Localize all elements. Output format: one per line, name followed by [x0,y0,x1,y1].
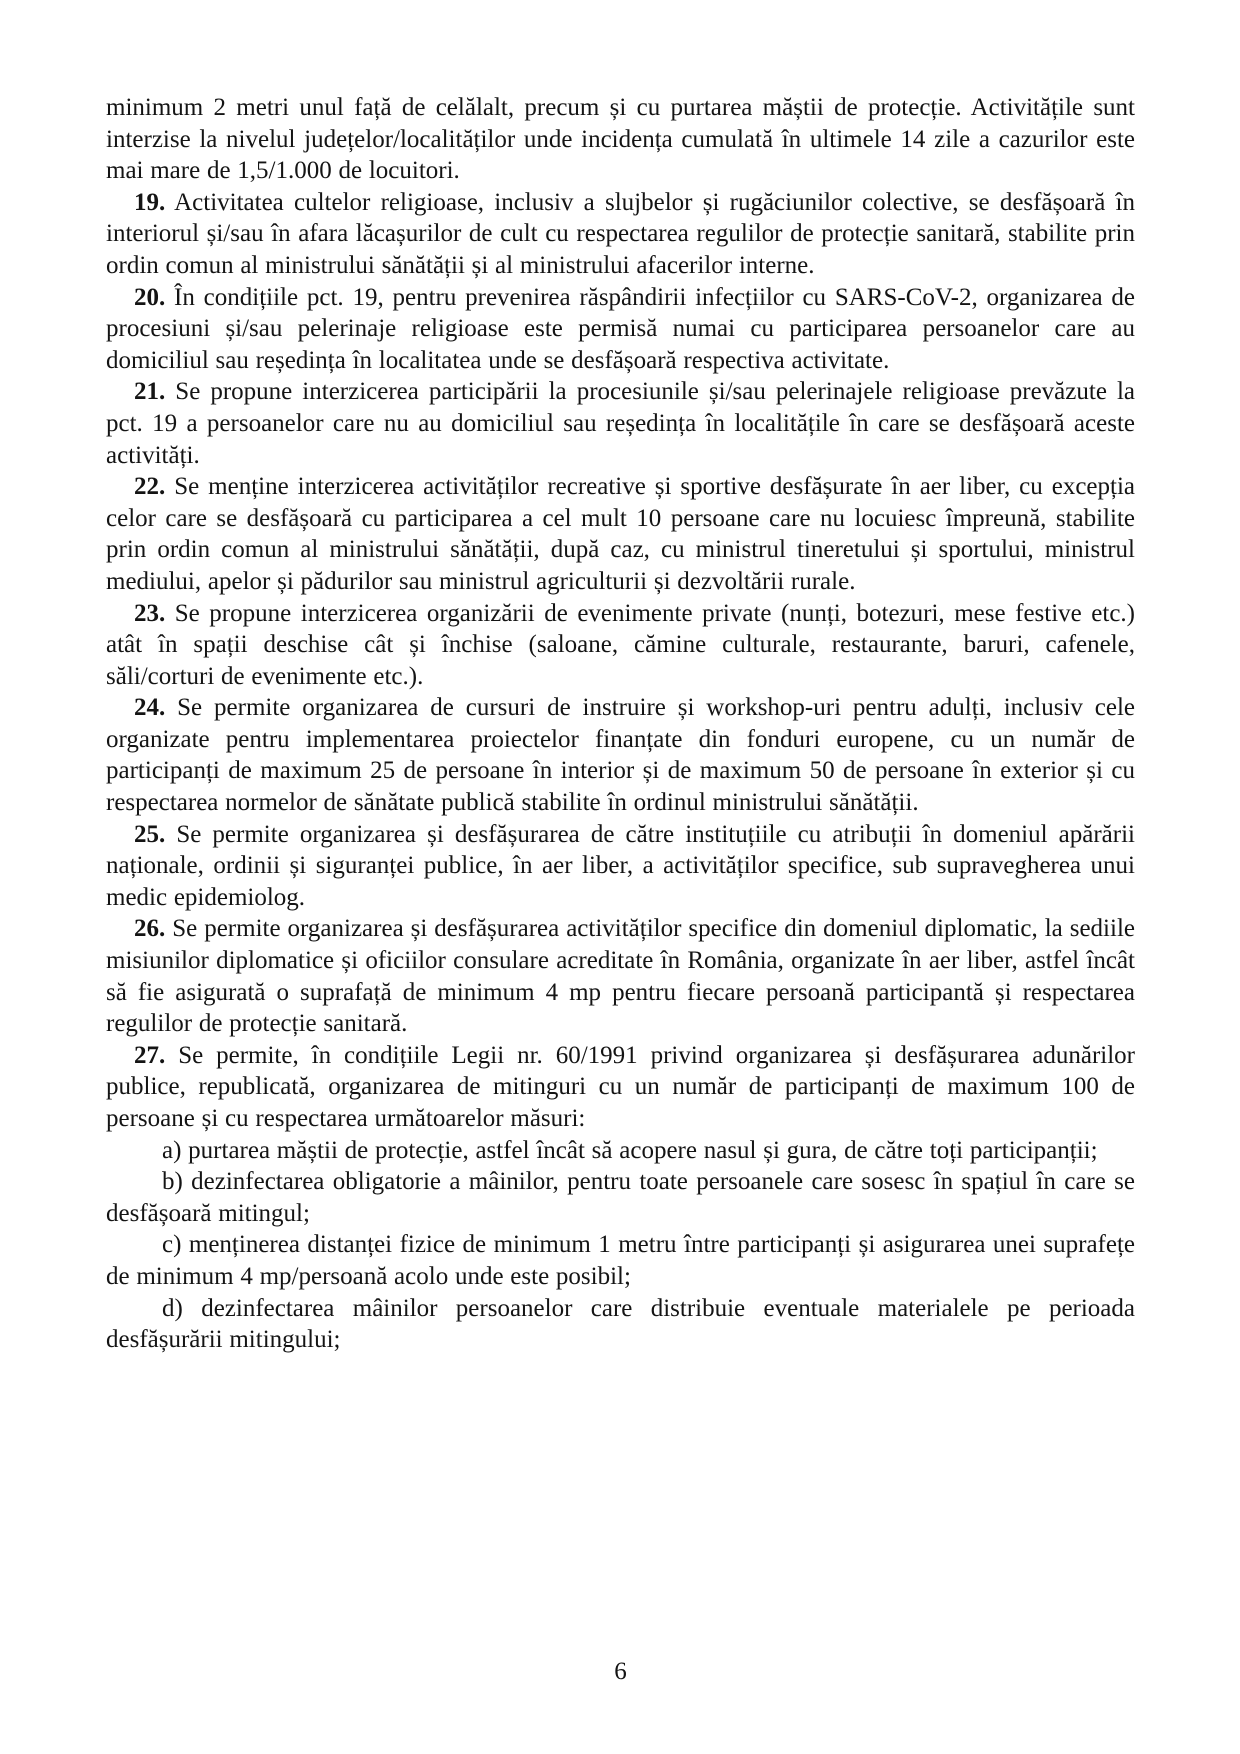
paragraph-text: Se menține interzicerea activităților recreative și sportive desfășurate în aer liber, cu excepția celor care se desfășoară cu participarea a cel mult 10 persoane care nu locuiesc împreună, stabilite prin ordin comun al ministrului sănătății, după caz, cu ministrul tineretului și sportului, ministrul mediului, apelor și pădurilor sau ministrul agriculturii și dezvoltării rurale. [106,473,1136,595]
paragraph-text: Se permite organizarea de cursuri de instruire și workshop-uri pentru adulți, inclusiv cele organizate pentru implementarea proiectelor finanțate din fonduri europene, cu un număr de participanți de maximum 25 de persoane în interior și de maximum 50 de persoane în exterior și cu respectarea normelor de sănătate publică stabilite în ordinul ministrului sănătății. [106,694,1136,817]
paragraph-number: 26. [134,915,166,943]
item-letter: d) [162,1294,183,1322]
item-letter: b) [162,1168,183,1196]
paragraph [106,913,1135,1039]
page-footer [106,1656,1135,1687]
paragraph [106,1293,1135,1356]
paragraph [106,1229,1135,1292]
paragraph-number: 22. [134,473,166,501]
paragraph [106,92,1135,187]
paragraph-text: Se propune interzicerea participării la procesiunile și/sau pelerinajele religioase prevăzute la pct. 19 a persoanelor care nu au domiciliul sau reședința în localitățile în care se desfășoară aceste activități. [106,378,1135,469]
paragraph-text: dezinfectarea mâinilor persoanelor care distribuie eventuale materialele pe perioada desfășurării mitingului; [106,1294,1135,1354]
paragraph-text: menținerea distanței fizice de minimum 1 metru între participanți și asigurarea unei suprafețe de minimum 4 mp/persoană acolo unde este posibil; [106,1231,1136,1290]
paragraph [106,598,1135,693]
paragraph-number: 20. [134,283,166,311]
item-letter: a) [162,1136,182,1164]
paragraph [106,187,1135,282]
paragraph-text: dezinfectarea obligatorie a mâinilor, pentru toate persoanele care sosesc în spațiul în care se desfășoară mitingul; [106,1168,1135,1227]
paragraph-number: 27. [134,1041,166,1069]
document-body [106,92,1135,1356]
paragraph [106,282,1135,377]
paragraph [106,1135,1135,1167]
paragraph-number: 19. [134,188,166,216]
paragraph [106,1166,1135,1229]
paragraph-text: Se propune interzicerea organizării de evenimente private (nunți, botezuri, mese festive etc.) atât în spații deschise cât și închise (saloane, cămine culturale, restaurante, baruri, cafenele, săli/corturi de evenimente etc.). [106,599,1135,690]
paragraph-number: 21. [134,378,166,406]
paragraph [106,376,1135,471]
paragraph [106,819,1135,914]
paragraph-number: 25. [134,820,166,848]
paragraph-number: 24. [134,694,166,722]
paragraph-text: Se permite, în condițiile Legii nr. 60/1991 privind organizarea și desfășurarea adunărilor publice, republicată, organizarea de mitinguri cu un număr de participanți de maximum 100 de persoane și cu respectarea următoarelor măsuri: [106,1041,1135,1132]
paragraph-number: 23. [134,599,166,627]
paragraph-text: Se permite organizarea și desfășurarea de către instituțiile cu atribuții în domeniul apărării naționale, ordinii și siguranței publice, în aer liber, a activităților specifice, sub supravegherea unui medic epidemiolog. [106,820,1135,911]
paragraph [106,471,1135,597]
page-number: 6 [614,1658,627,1685]
paragraph-text: minimum 2 metri unul față de celălalt, precum și cu purtarea măștii de protecție. Activitățile sunt interzise la nivelul județelor/localităților unde incidența cumulată în ultimele 14 zile a cazurilor este mai mare de 1,5/1.000 de locuitori. [106,94,1135,185]
paragraph-text: În condițiile pct. 19, pentru prevenirea răspândirii infecțiilor cu SARS-CoV-2, organizarea de procesiuni și/sau pelerinaje religioase este permisă numai cu participarea persoanelor care au domiciliul sau reședința în localitatea unde se desfășoară respectiva activitate. [106,283,1136,374]
paragraph [106,692,1135,818]
paragraph-text: purtarea măștii de protecție, astfel încât să acopere nasul și gura, de către toți participanții; [188,1136,1098,1164]
item-letter: c) [162,1231,182,1259]
paragraph-text: Activitatea cultelor religioase, inclusiv a slujbelor și rugăciunilor colective, se desfășoară în interiorul și/sau în afara lăcașurilor de cult cu respectarea regulilor de protecție sanitară, stabilite prin ordin comun al ministrului sănătății și al ministrului afacerilor interne. [106,188,1135,279]
paragraph [106,1040,1135,1135]
paragraph-text: Se permite organizarea și desfășurarea activităților specifice din domeniul diplomatic, la sediile misiunilor diplomatice și oficiilor consulare acreditate în România, organizate în aer liber, astfel încât să fie asigurată o suprafață de minimum 4 mp pentru fiecare persoană participantă și respectarea regulilor de protecție sanitară. [106,915,1135,1038]
